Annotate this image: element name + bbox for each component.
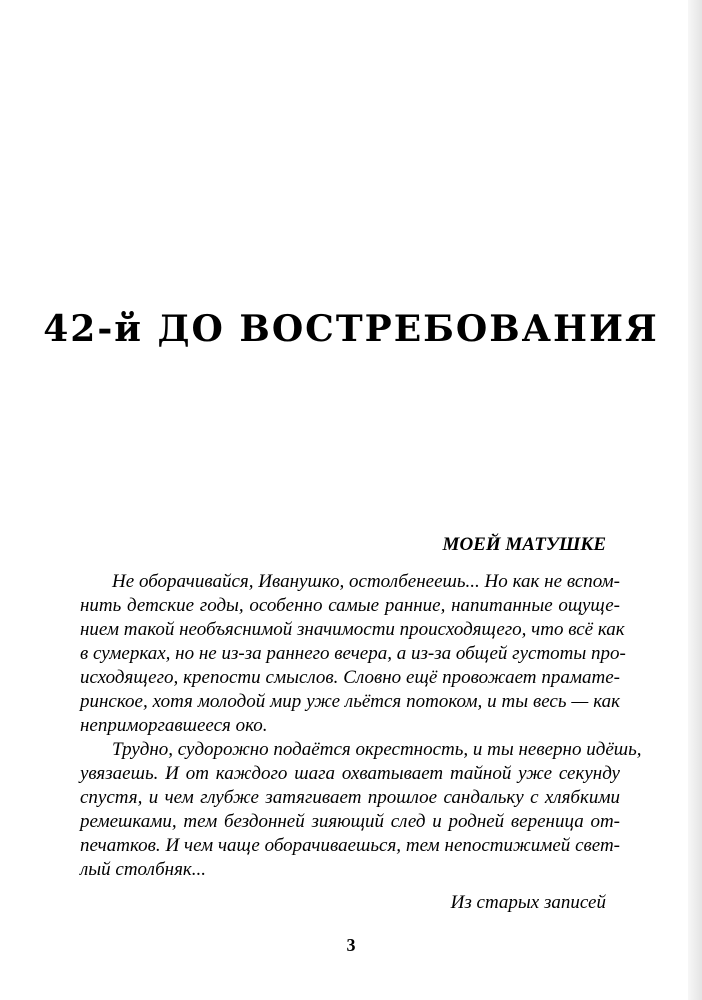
page-edge-shadow (688, 0, 702, 1000)
text-line: нить детские годы, особенно самые ранние, напитанные ощуще- (80, 595, 620, 616)
text-line: увязаешь. И от каждого шага охватывает тайной уже секунду (80, 763, 620, 784)
text-line: лый столбняк... (80, 859, 207, 880)
text-line: Трудно, судорожно подаётся окрестность, и ты неверно идёшь, (112, 739, 642, 760)
text-line: нием такой необъяснимой значимости происходящего, что всё как (80, 619, 625, 640)
epigraph-source: Из старых записей (450, 892, 606, 913)
page-number: 3 (346, 935, 356, 955)
text-line: ринское, хотя молодой мир уже льётся потоком, и ты весь — как (80, 691, 620, 712)
dedication: МОЕЙ МАТУШКЕ (442, 534, 606, 555)
text-line: Не оборачивайся, Иванушко, остолбенеешь... Но как не вспом- (112, 571, 620, 592)
text-line: исходящего, крепости смыслов. Словно ещё провожает прамате- (80, 667, 620, 688)
text-line: печатков. И чем чаще оборачиваешься, тем непостижимей свет- (80, 835, 620, 856)
text-line: ремешками, тем бездонней зияющий след и родней вереница от- (80, 811, 620, 832)
text-line: в сумерках, но не из-за раннего вечера, а из-за общей густоты про- (80, 643, 626, 664)
text-line: спустя, и чем глубже затягивает прошлое сандальку с хлябкими (80, 787, 620, 808)
chapter-title: 42-й ДО ВОСТРЕБОВАНИЯ (43, 308, 659, 350)
text-line: неприморгавшееся око. (80, 715, 268, 736)
